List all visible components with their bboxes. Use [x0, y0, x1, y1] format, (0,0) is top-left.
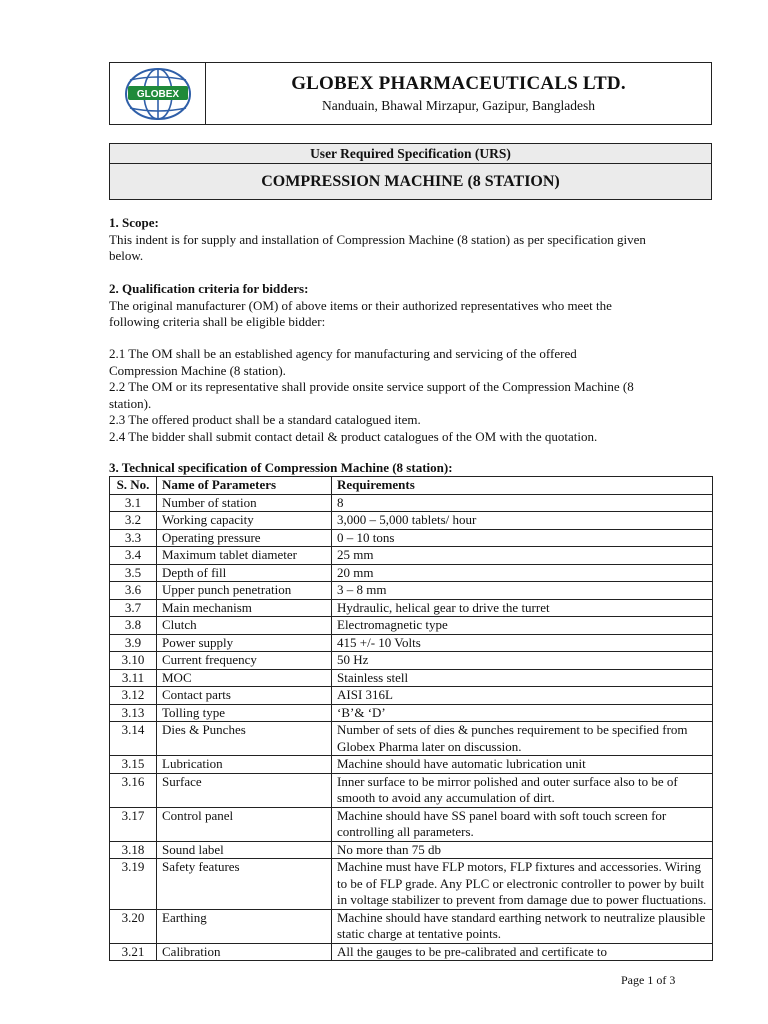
parameter-cell: Dies & Punches [157, 722, 332, 756]
requirement-cell: Inner surface to be mirror polished and outer surface also to be of smooth to avoid any accumulation of dirt. [332, 773, 713, 807]
serial-number-cell: 3.20 [110, 909, 157, 943]
parameter-cell: Current frequency [157, 652, 332, 670]
table-row [110, 652, 713, 670]
parameter-cell: Power supply [157, 634, 332, 652]
scope-section [109, 215, 709, 265]
requirement-cell: No more than 75 db [332, 841, 713, 859]
requirement-cell: Machine should have standard earthing network to neutralize plausible static charge at tentative points. [332, 909, 713, 943]
parameter-cell: Control panel [157, 807, 332, 841]
serial-number-cell: 3.14 [110, 722, 157, 756]
parameter-cell: Surface [157, 773, 332, 807]
serial-number-cell: 3.11 [110, 669, 157, 687]
parameter-cell: Calibration [157, 943, 332, 961]
criteria-item: 2.1 The OM shall be an established agency for manufacturing and servicing of the offered Compression Machine (8 station). [109, 346, 577, 378]
serial-number-cell: 3.15 [110, 756, 157, 774]
table-row [110, 582, 713, 600]
requirement-cell: 50 Hz [332, 652, 713, 670]
table-row [110, 512, 713, 530]
table-row [110, 909, 713, 943]
criteria-item: 2.4 The bidder shall submit contact detail & product catalogues of the OM with the quotation. [109, 428, 598, 444]
serial-number-cell: 3.18 [110, 841, 157, 859]
requirement-cell: 20 mm [332, 564, 713, 582]
column-header: Name of Parameters [157, 477, 332, 495]
requirement-cell: 0 – 10 tons [332, 529, 713, 547]
urs-subtitle: COMPRESSION MACHINE (8 STATION) [261, 173, 560, 190]
requirement-cell: 3 – 8 mm [332, 582, 713, 600]
urs-title: User Required Specification (URS) [110, 144, 711, 164]
table-row [110, 599, 713, 617]
table-header-row [110, 477, 713, 495]
table-row [110, 773, 713, 807]
serial-number-cell: 3.21 [110, 943, 157, 961]
requirement-cell: Stainless stell [332, 669, 713, 687]
company-address: Nanduain, Bhawal Mirzapur, Gazipur, Bangladesh [322, 98, 595, 113]
criteria-item: 2.3 The offered product shall be a standard catalogued item. [109, 412, 421, 427]
logo-cell [110, 63, 206, 124]
serial-number-cell: 3.7 [110, 599, 157, 617]
requirement-cell: Electromagnetic type [332, 617, 713, 635]
requirement-cell: ‘B’& ‘D’ [332, 704, 713, 722]
parameter-cell: Upper punch penetration [157, 582, 332, 600]
serial-number-cell: 3.2 [110, 512, 157, 530]
parameter-cell: Working capacity [157, 512, 332, 530]
company-name: GLOBEX PHARMACEUTICALS LTD. [291, 73, 626, 94]
serial-number-cell: 3.9 [110, 634, 157, 652]
page-number: Page 1 of 3 [621, 973, 676, 987]
serial-number-cell: 3.1 [110, 494, 157, 512]
criteria-item: 2.2 The OM or its representative shall provide onsite service support of the Compression Machine (8 station). [109, 379, 634, 411]
table-row [110, 704, 713, 722]
table-row [110, 617, 713, 635]
table-row [110, 634, 713, 652]
table-row [110, 564, 713, 582]
serial-number-cell: 3.5 [110, 564, 157, 582]
urs-title-box [109, 143, 712, 200]
qualification-section [109, 281, 709, 331]
serial-number-cell: 3.12 [110, 687, 157, 705]
parameter-cell: MOC [157, 669, 332, 687]
requirement-cell: 3,000 – 5,000 tablets/ hour [332, 512, 713, 530]
serial-number-cell: 3.10 [110, 652, 157, 670]
spec-heading: 3. Technical specification of Compression Machine (8 station): [109, 460, 453, 475]
parameter-cell: Depth of fill [157, 564, 332, 582]
table-row [110, 722, 713, 756]
svg-text:GLOBEX: GLOBEX [136, 88, 179, 100]
qualification-heading: 2. Qualification criteria for bidders: [109, 281, 309, 296]
table-row [110, 859, 713, 910]
table-row [110, 687, 713, 705]
requirement-cell: AISI 316L [332, 687, 713, 705]
requirement-cell: Machine must have FLP motors, FLP fixtures and accessories. Wiring to be of FLP grade. Any PLC or electronic controller to power by built in voltage stabilizer to prevent from damage due to power fluctuations. [332, 859, 713, 910]
company-cell [206, 63, 711, 124]
scope-text: This indent is for supply and installation of Compression Machine (8 station) as per specification given below. [109, 231, 646, 263]
spec-table [109, 476, 713, 961]
serial-number-cell: 3.3 [110, 529, 157, 547]
requirement-cell: Hydraulic, helical gear to drive the turret [332, 599, 713, 617]
serial-number-cell: 3.8 [110, 617, 157, 635]
requirement-cell: 415 +/- 10 Volts [332, 634, 713, 652]
table-row [110, 841, 713, 859]
table-row [110, 547, 713, 565]
requirement-cell: Machine should have SS panel board with soft touch screen for controlling all parameters. [332, 807, 713, 841]
parameter-cell: Operating pressure [157, 529, 332, 547]
parameter-cell: Safety features [157, 859, 332, 910]
requirement-cell: Number of sets of dies & punches requirement to be specified from Globex Pharma later on discussion. [332, 722, 713, 756]
parameter-cell: Number of station [157, 494, 332, 512]
serial-number-cell: 3.17 [110, 807, 157, 841]
table-row [110, 756, 713, 774]
letterhead [109, 62, 712, 125]
parameter-cell: Contact parts [157, 687, 332, 705]
serial-number-cell: 3.13 [110, 704, 157, 722]
qualification-criteria-list [109, 346, 709, 445]
serial-number-cell: 3.4 [110, 547, 157, 565]
requirement-cell: Machine should have automatic lubrication unit [332, 756, 713, 774]
qualification-text: The original manufacturer (OM) of above items or their authorized representatives who meet the following criteria shall be eligible bidder: [109, 297, 612, 329]
requirement-cell: 8 [332, 494, 713, 512]
parameter-cell: Clutch [157, 617, 332, 635]
parameter-cell: Tolling type [157, 704, 332, 722]
table-row [110, 943, 713, 961]
parameter-cell: Earthing [157, 909, 332, 943]
serial-number-cell: 3.16 [110, 773, 157, 807]
serial-number-cell: 3.6 [110, 582, 157, 600]
serial-number-cell: 3.19 [110, 859, 157, 910]
globex-logo [122, 66, 194, 122]
parameter-cell: Main mechanism [157, 599, 332, 617]
column-header: Requirements [332, 477, 713, 495]
table-row [110, 494, 713, 512]
parameter-cell: Sound label [157, 841, 332, 859]
requirement-cell: 25 mm [332, 547, 713, 565]
scope-heading: 1. Scope: [109, 215, 159, 230]
table-row [110, 529, 713, 547]
column-header: S. No. [110, 477, 157, 495]
table-row [110, 807, 713, 841]
parameter-cell: Lubrication [157, 756, 332, 774]
parameter-cell: Maximum tablet diameter [157, 547, 332, 565]
requirement-cell: All the gauges to be pre-calibrated and certificate to [332, 943, 713, 961]
table-row [110, 669, 713, 687]
